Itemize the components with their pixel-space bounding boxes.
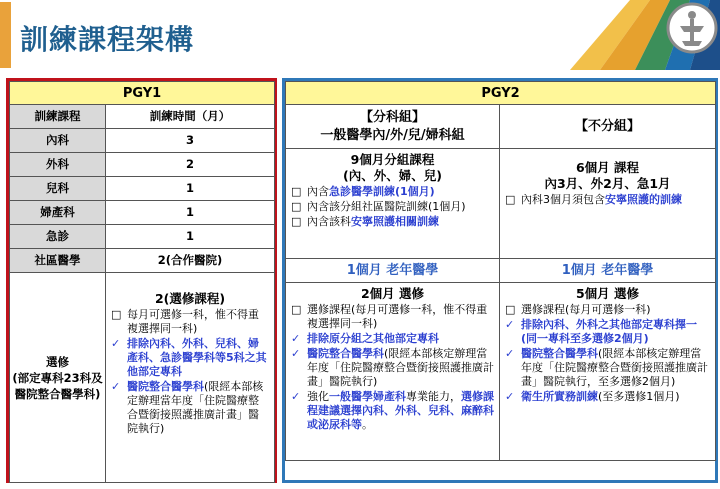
list-item	[505, 318, 710, 346]
list-item	[291, 390, 494, 432]
item-text: 專業能力，	[406, 390, 461, 403]
checkbox-icon: □	[505, 303, 516, 316]
pgy2-panel	[282, 78, 718, 483]
slide-header	[0, 0, 720, 72]
item-text: 內含該科	[307, 215, 351, 228]
pgy1-panel	[6, 78, 277, 483]
hospital-logo-icon	[666, 2, 718, 54]
list-item	[505, 303, 710, 317]
nogroup-main-list	[505, 193, 710, 207]
checkbox-icon: □	[505, 193, 516, 206]
list-item	[291, 332, 494, 346]
highlight-text: 安寧照護相關訓練	[351, 215, 439, 228]
item-text: 內含該分組社區醫院訓練(1個月)	[307, 200, 466, 213]
time-cell: 2(合作醫院)	[106, 249, 275, 273]
highlight-text: 醫院整合醫學科	[127, 380, 204, 393]
pgy1-header: PGY1	[10, 82, 275, 105]
group-main-head: 9個月分組課程 (內、外、婦、兒)	[343, 152, 442, 183]
elective-right-list	[505, 303, 710, 404]
elective-label: 選修 (部定專科23科及醫院整合醫學科)	[10, 273, 106, 483]
list-item	[505, 193, 710, 207]
time-cell: 1	[106, 177, 275, 201]
checkbox-icon: □	[291, 200, 302, 213]
check-icon: ✓	[111, 337, 121, 350]
checkbox-icon: □	[111, 308, 122, 321]
checkbox-icon: □	[291, 185, 302, 198]
list-item	[291, 347, 494, 389]
item-text: 內含	[307, 185, 329, 198]
highlight-text: 衛生所實務訓練	[521, 390, 598, 403]
pgy1-elective-list	[111, 308, 269, 436]
item-text: (限經本部核定辦理當年度「住院醫療整合暨銜接照護推廣計畫」醫院執行，至多選修2個月)	[521, 347, 708, 388]
list-item	[291, 303, 494, 331]
group-main-list	[291, 185, 494, 229]
highlight-text: 排除內科、外科、兒科、婦產科、急診醫學科等5科之其他部定專科	[127, 337, 267, 378]
nogroup-main-head: 6個月 課程 內3月、外2月、急1月	[544, 160, 671, 191]
item-text: 強化	[307, 390, 329, 403]
item-text: (限經本部核定辦理當年度「住院醫療整合暨銜接照護推廣計畫」醫院執行)	[307, 347, 494, 388]
check-icon: ✓	[505, 347, 515, 360]
item-text: 選修課程(每月可選修一科)	[521, 303, 651, 316]
item-text: 每月可選修一科，惟不得重複選擇同一科)	[127, 308, 259, 335]
list-item	[111, 337, 269, 379]
page-title: 訓練課程架構	[20, 23, 195, 56]
list-item	[291, 200, 494, 214]
highlight-text: 選修課程建議選擇內科、外科、兒科、麻醉科或泌尿科等	[307, 390, 494, 431]
course-cell: 社區醫學	[10, 249, 106, 273]
item-text: (限經本部核定辦理當年度「住院醫療整合暨銜接照護推廣計畫」醫院執行)	[127, 380, 264, 435]
check-icon: ✓	[291, 347, 301, 360]
highlight-text: 醫院整合醫學科	[521, 347, 598, 360]
check-icon: ✓	[505, 318, 515, 331]
course-cell: 外科	[10, 153, 106, 177]
col-course-header: 訓練課程	[10, 105, 106, 129]
col-time-header: 訓練時間（月）	[106, 105, 275, 129]
list-item	[111, 380, 269, 436]
course-cell: 兒科	[10, 177, 106, 201]
checkbox-icon: □	[291, 215, 302, 228]
list-item	[291, 185, 494, 199]
highlight-text: 一般醫學婦產科	[329, 390, 406, 403]
check-icon: ✓	[291, 390, 301, 403]
elective-left-head: 2個月 選修	[360, 286, 425, 301]
nogroup-title: 【不分組】	[500, 105, 716, 149]
highlight-text: 安寧照護的訓練	[605, 193, 682, 206]
checkbox-icon: □	[291, 303, 302, 316]
check-icon: ✓	[291, 332, 301, 345]
highlight-text: 醫院整合醫學科	[307, 347, 384, 360]
course-cell: 婦產科	[10, 201, 106, 225]
accent-bar	[0, 2, 11, 68]
pgy1-table	[9, 81, 275, 483]
item-text: 。	[362, 418, 373, 431]
time-cell: 1	[106, 225, 275, 249]
geriatric-right: 1個月 老年醫學	[500, 259, 716, 283]
geriatric-left: 1個月 老年醫學	[286, 259, 500, 283]
elective-left-list	[291, 303, 494, 432]
check-icon: ✓	[505, 390, 515, 403]
item-text: (至多選修1個月)	[598, 390, 680, 403]
pgy2-table	[285, 81, 716, 461]
elective-right-head: 5個月 選修	[575, 286, 640, 301]
course-cell: 內科	[10, 129, 106, 153]
item-text: 內科3個月須包含	[521, 193, 605, 206]
list-item	[111, 308, 269, 336]
highlight-text: 排除原分組之其他部定專科	[307, 332, 439, 345]
course-cell: 急診	[10, 225, 106, 249]
list-item	[505, 347, 710, 389]
time-cell: 3	[106, 129, 275, 153]
pgy2-header: PGY2	[286, 82, 716, 105]
elective-head: 2(選修課程)	[154, 291, 226, 306]
time-cell: 2	[106, 153, 275, 177]
highlight-text: 急診醫學訓練(1個月)	[329, 185, 435, 198]
list-item	[291, 215, 494, 229]
item-text: 選修課程(每月可選修一科，惟不得重複選擇同一科)	[307, 303, 488, 330]
group-title: 【分科組】 一般醫學內/外/兒/婦科組	[286, 105, 500, 149]
list-item	[505, 390, 710, 404]
highlight-text: 排除內科、外科之其他部定專科擇一(同一專科至多選修2個月)	[521, 318, 697, 345]
check-icon: ✓	[111, 380, 121, 393]
time-cell: 1	[106, 201, 275, 225]
